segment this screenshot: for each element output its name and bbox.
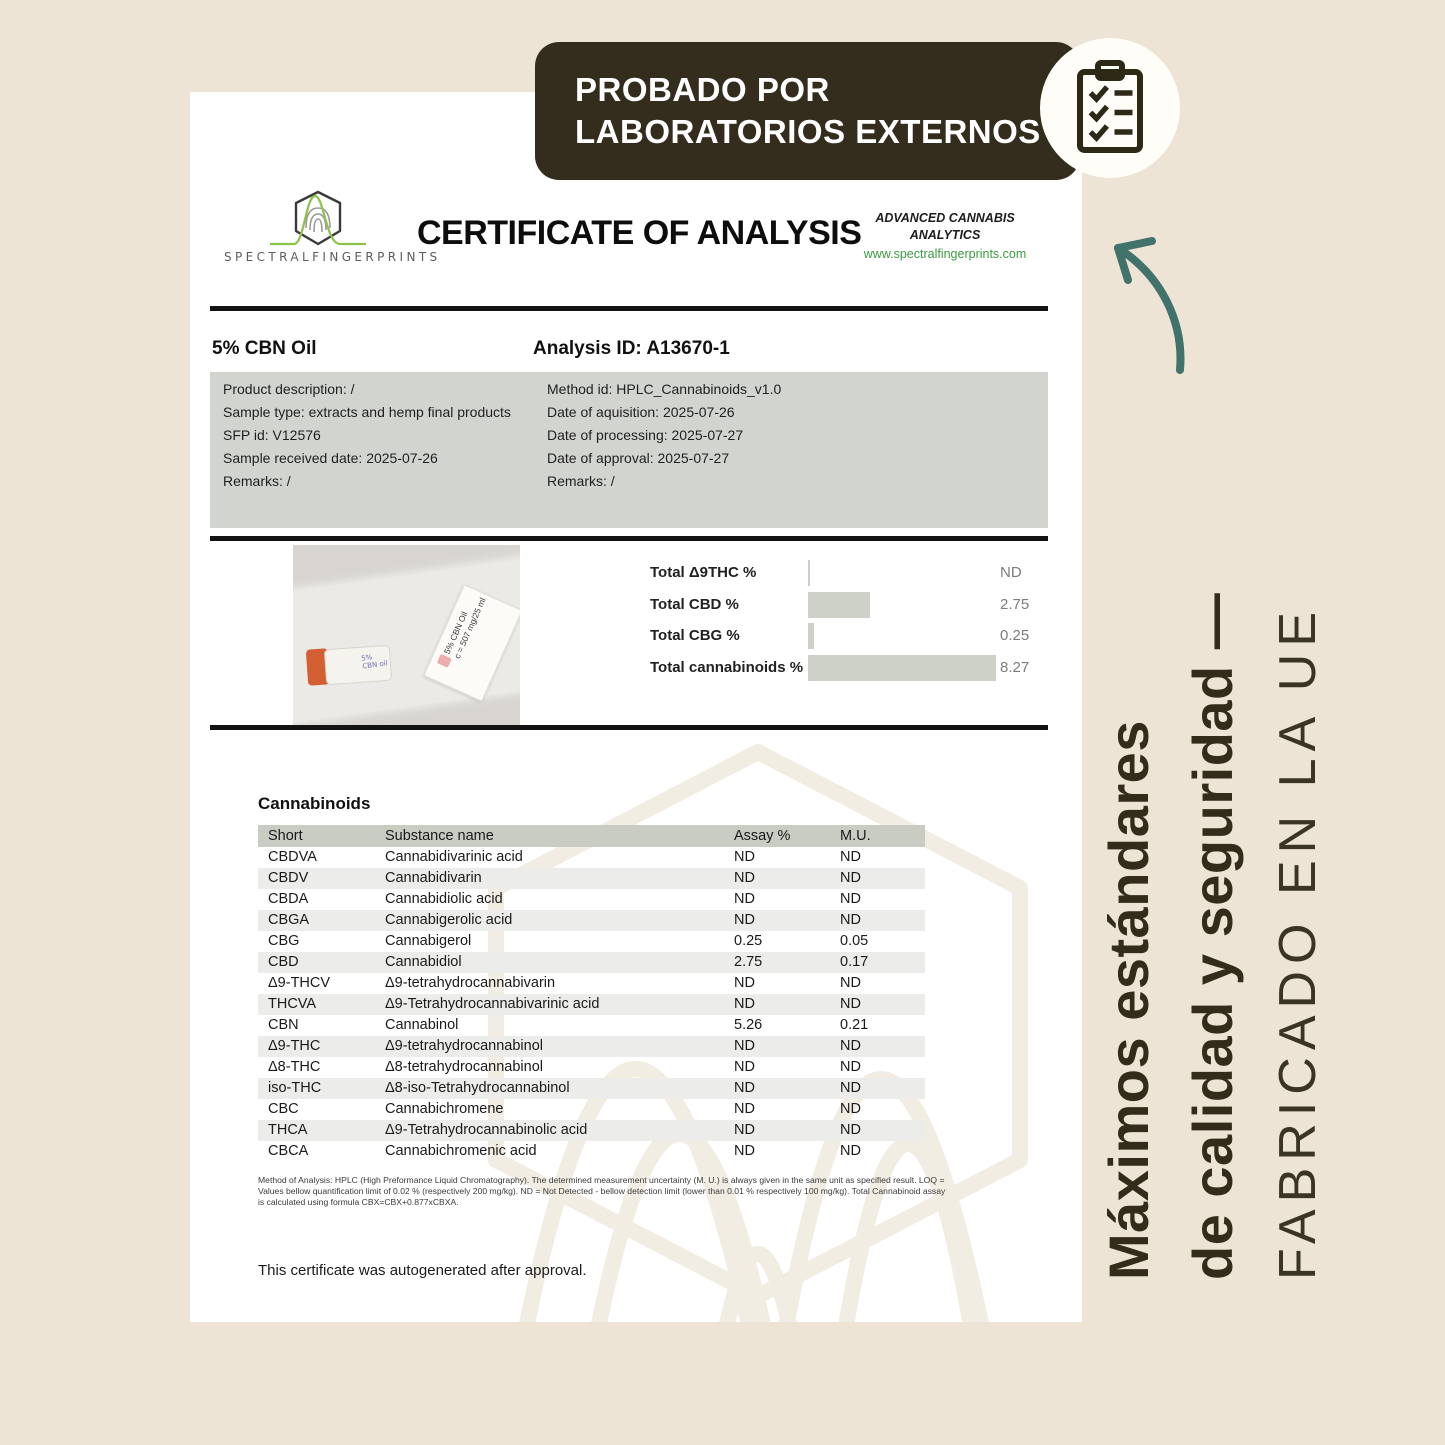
table-cell: 0.25 [734, 933, 763, 949]
tested-by-external-labs-banner [535, 42, 1080, 180]
table-row [258, 910, 925, 931]
table-header-row [258, 825, 925, 847]
product-name: 5% CBN Oil [212, 338, 317, 359]
sample-photo [293, 545, 520, 725]
table-row [258, 1036, 925, 1057]
table-cell: Δ9-THC [268, 1038, 321, 1054]
table-cell: ND [734, 849, 755, 865]
side-marketing-text [1087, 410, 1343, 1280]
sample-info-line: Remarks: / [547, 473, 615, 489]
sample-label-text: 5% CBN Oil c = 507 mg/25 ml [441, 596, 488, 661]
tagline: ADVANCED CANNABIS ANALYTICS [875, 211, 1015, 242]
side-text-line-2: de calidad y seguridad — [1181, 592, 1244, 1280]
table-cell: Cannabinol [385, 1017, 459, 1033]
table-cell: ND [734, 1080, 755, 1096]
autogenerated-note: This certificate was autogenerated after approval. [258, 1262, 587, 1279]
sample-info-box [210, 372, 1048, 528]
table-row [258, 1015, 925, 1036]
table-cell: ND [734, 891, 755, 907]
table-row [258, 952, 925, 973]
table-cell: ND [840, 1080, 861, 1096]
chart-row [650, 620, 1050, 652]
curved-arrow-icon [1092, 228, 1202, 378]
table-cell: CBN [268, 1017, 299, 1033]
sample-info-right-column [547, 378, 781, 493]
col-header-mu: M.U. [840, 828, 871, 844]
table-cell: CBGA [268, 912, 310, 928]
sample-info-line: SFP id: V12576 [223, 427, 321, 443]
table-row [258, 1099, 925, 1120]
table-cell: ND [840, 1143, 861, 1159]
certificate-title: CERTIFICATE OF ANALYSIS [417, 214, 862, 252]
table-cell: ND [734, 870, 755, 886]
table-cell: CBG [268, 933, 300, 949]
chart-row [650, 652, 1050, 684]
sample-info-line: Product description: / [223, 381, 355, 397]
table-cell: CBDV [268, 870, 309, 886]
table-cell: CBDA [268, 891, 309, 907]
table-cell: CBDVA [268, 849, 317, 865]
table-row [258, 1141, 925, 1162]
table-cell: Cannabidivarinic acid [385, 849, 523, 865]
sample-info-line: Date of aquisition: 2025-07-26 [547, 404, 735, 420]
chart-value-label: 0.25 [1000, 627, 1030, 644]
table-cell: CBC [268, 1101, 299, 1117]
table-cell: Δ8-iso-Tetrahydrocannabinol [385, 1080, 570, 1096]
table-cell: ND [734, 1059, 755, 1075]
table-cell: 0.05 [840, 933, 869, 949]
vial-handwritten-text: 5% CBN oil [360, 653, 389, 671]
table-cell: ND [734, 996, 755, 1012]
table-body [258, 847, 925, 1162]
table-cell: ND [840, 870, 861, 886]
table-title: Cannabinoids [258, 794, 371, 813]
table-cell: ND [840, 849, 861, 865]
cannabinoids-table [258, 825, 925, 1162]
table-cell: Δ9-Tetrahydrocannabivarinic acid [385, 996, 600, 1012]
separator-rule-2 [210, 536, 1048, 541]
table-cell: Cannabigerol [385, 933, 472, 949]
table-cell: Cannabichromene [385, 1101, 504, 1117]
chart-category-label: Total Δ9THC % [650, 564, 757, 581]
table-cell: iso-THC [268, 1080, 322, 1096]
table-cell: ND [840, 1038, 861, 1054]
table-cell: ND [734, 1122, 755, 1138]
col-header-short: Short [268, 828, 303, 844]
table-row [258, 931, 925, 952]
table-cell: Cannabichromenic acid [385, 1143, 537, 1159]
table-cell: ND [840, 1122, 861, 1138]
label-stamp-mark [437, 654, 452, 668]
side-text-line-3: FABRICADO EN LA UE [1269, 604, 1327, 1280]
table-cell: Cannabidiolic acid [385, 891, 503, 907]
table-row [258, 1120, 925, 1141]
table-row [258, 1078, 925, 1099]
table-cell: CBCA [268, 1143, 309, 1159]
col-header-assay: Assay % [734, 828, 791, 844]
banner-line-1: PROBADO POR [575, 71, 830, 108]
table-cell: ND [734, 1143, 755, 1159]
table-cell: ND [734, 975, 755, 991]
table-cell: Δ9-THCV [268, 975, 331, 991]
table-cell: Cannabigerolic acid [385, 912, 513, 928]
certificate-page [190, 92, 1082, 1322]
table-row [258, 847, 925, 868]
table-cell: ND [840, 1101, 861, 1117]
sample-info-line: Date of approval: 2025-07-27 [547, 450, 730, 466]
badge-circle [1040, 38, 1180, 178]
chart-bar [808, 560, 810, 586]
separator-rule-3 [210, 725, 1048, 730]
sample-info-left-column [223, 378, 511, 493]
table-cell: 0.17 [840, 954, 869, 970]
table-cell: Cannabidiol [385, 954, 462, 970]
table-cell: Δ9-tetrahydrocannabinol [385, 1038, 544, 1054]
chart-bar [808, 592, 870, 618]
table-cell: ND [840, 912, 861, 928]
table-cell: Δ9-tetrahydrocannabivarin [385, 975, 556, 991]
table-cell: ND [840, 1059, 861, 1075]
chart-value-label: ND [1000, 564, 1022, 581]
table-cell: Δ9-Tetrahydrocannabinolic acid [385, 1122, 588, 1138]
sample-info-line: Sample type: extracts and hemp final products [223, 404, 511, 420]
vial [324, 645, 392, 686]
table-cell: Δ8-tetrahydrocannabinol [385, 1059, 544, 1075]
sample-info-line: Method id: HPLC_Cannabinoids_v1.0 [547, 381, 782, 397]
table-cell: 0.21 [840, 1017, 869, 1033]
spectralfingerprints-logo-icon [268, 188, 368, 252]
table-cell: ND [734, 912, 755, 928]
table-cell: ND [840, 996, 861, 1012]
chart-value-label: 8.27 [1000, 658, 1030, 676]
table-cell: CBD [268, 954, 299, 970]
table-row [258, 994, 925, 1015]
table-cell: ND [734, 1101, 755, 1117]
logo-wordmark: SPECTRALFINGERPRINTS [224, 250, 441, 264]
table-cell: THCA [268, 1122, 308, 1138]
chart-category-label: Total CBD % [650, 595, 739, 613]
sample-info-line: Sample received date: 2025-07-26 [223, 450, 438, 466]
col-header-substance: Substance name [385, 828, 494, 844]
separator-rule-1 [210, 306, 1048, 311]
side-text-line-1: Máximos estándares [1097, 720, 1160, 1280]
table-cell: Δ8-THC [268, 1059, 321, 1075]
table-cell: Cannabidivarin [385, 870, 482, 886]
chart-row [650, 557, 1050, 589]
table-cell: ND [840, 975, 861, 991]
table-cell: 5.26 [734, 1017, 763, 1033]
method-fine-print: Method of Analysis: HPLC (High Preformance Liquid Chromatography). The determined measurement uncertainty (M. U.) is always given in the same unit as specified result. LOQ = Values bellow quantification limit of 0.02 % (respectively 200 mg/kg). ND = Not Detected - bellow detection limit (lower than 0.01 % respectively 100 mg/kg). Total Cannabinoid assay is calculated using formula CBX=CBX+0.877xCBXA. [258, 1175, 946, 1207]
chart-category-label: Total cannabinoids % [650, 658, 804, 676]
chart-value-label: 2.75 [1000, 595, 1030, 613]
website-link[interactable]: www.spectralfingerprints.com [863, 247, 1027, 261]
table-cell: ND [734, 1038, 755, 1054]
sample-info-line: Remarks: / [223, 473, 291, 489]
table-row [258, 868, 925, 889]
table-cell: THCVA [268, 996, 317, 1012]
clipboard-checklist-icon [1073, 60, 1147, 156]
chart-category-label: Total CBG % [650, 627, 740, 644]
table-row [258, 973, 925, 994]
table-cell: 2.75 [734, 954, 763, 970]
banner-line-2: LABORATORIOS EXTERNOS [575, 113, 1041, 150]
table-row [258, 1057, 925, 1078]
analysis-id: Analysis ID: A13670-1 [533, 338, 730, 359]
totals-bar-chart [650, 557, 1050, 683]
table-cell: ND [840, 891, 861, 907]
chart-bar [808, 655, 996, 681]
chart-bar [808, 623, 814, 649]
sample-info-line: Date of processing: 2025-07-27 [547, 427, 744, 443]
table-row [258, 889, 925, 910]
chart-row [650, 589, 1050, 621]
